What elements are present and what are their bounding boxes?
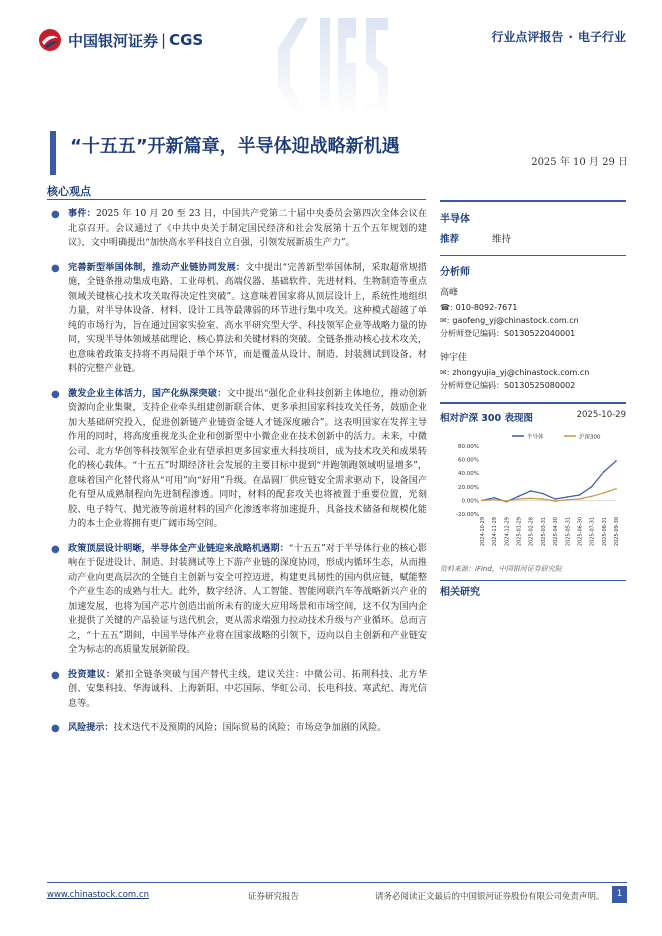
- bullet-text: [68, 721, 427, 736]
- analyst-card: [440, 350, 626, 392]
- y-tick-label: 40.00%: [458, 470, 479, 477]
- y-tick-label: 20.00%: [458, 484, 479, 491]
- legend-label: 沪深300: [579, 434, 601, 440]
- footer-doc-type: 证券研究报告: [248, 892, 300, 902]
- series-point: [530, 497, 532, 499]
- y-tick-label: -20.00%: [456, 511, 479, 518]
- sidebar-divider: [440, 580, 626, 582]
- series-point: [566, 498, 568, 500]
- series-point: [518, 495, 520, 497]
- brand-separator: |: [161, 31, 167, 49]
- series-point: [481, 499, 483, 501]
- bullet-item: [47, 387, 427, 532]
- bullet-heading: 投资建议：: [68, 668, 116, 680]
- email-address[interactable]: zhongyujia_yj@chinastock.com.cn: [452, 368, 590, 377]
- series-point: [493, 496, 495, 498]
- bullet-text: [68, 261, 427, 377]
- sidebar-divider: [440, 200, 626, 202]
- bullet-body: 2025 年 10 月 20 至 23 日，中国共产党第二十届中央委员会第四次全体会议在北京召开。会议通过了《中共中央关于制定国民经济和社会发展第十五个五年规划的建议》，文中明确提出“加快高水平科技自立自强，引领发展新质生产力”。: [68, 209, 427, 248]
- page-header: [0, 0, 662, 120]
- x-tick-label: 2025-08-31: [601, 516, 608, 546]
- bullet-text: [68, 542, 427, 658]
- bullet-dot-icon: ●: [51, 209, 60, 220]
- analyst-heading: 分析师: [440, 267, 470, 278]
- core-views-divider: [47, 199, 426, 200]
- analyst-phone: [440, 301, 626, 314]
- bullet-body: 技术迭代不及预期的风险；国际贸易的风险；市场竞争加剧的风险。: [113, 723, 387, 733]
- brand-name-cn: 中国银河证券: [68, 31, 159, 50]
- series-point: [506, 500, 508, 502]
- rating-label: 推荐: [440, 233, 460, 245]
- legend-label: 半导体: [527, 434, 544, 440]
- page-number: 1: [612, 886, 627, 903]
- analyst-registration: [440, 327, 626, 340]
- bullet-item: [47, 721, 427, 736]
- series-point: [615, 460, 617, 462]
- bullet-body: 文中提出“强化企业科技创新主体地位，推动创新资源向企业集聚，支持企业牵头组建创新联合体、更多承担国家科技攻关任务，鼓励企业加大基础研究投入，促进创新链产业链资金链人才链深度融合”。这表明国家在发挥主导作用的同时，将高度重视龙头企业和创新型中小微企业在技术创新中的活力。未来，中微公司、北方华创等科技领军企业有望承担更多国家重大科技项目，成为技术攻关和成果转化的核心载体。“十五五”时期经济社会发展的主要目标中提到“并跑领跑领域明显增多”，意味着国产化替代将从“可用”向“好用”升级。在晶圆厂供应链安全需求驱动下，设备国产化有望从成熟制程向先进制程渗透。同时，材料的配套攻关也将被置于重要位置，光刻胶、电子特气、抛光液等前道材料的国产化渗透率将加速提升，具备技术储备和规模化能力的本土企业将拥有更广阔市场空间。: [68, 388, 427, 529]
- industry-label: 电子行业: [577, 30, 626, 44]
- series-point: [579, 494, 581, 496]
- rating-row: [440, 231, 626, 245]
- phone-number: 010-8092-7671: [455, 303, 518, 312]
- chart-title: 相对沪深 300 表现图: [440, 412, 533, 424]
- report-type-separator: ·: [568, 30, 573, 44]
- bullet-text: [68, 668, 427, 712]
- rating-value: 维持: [492, 233, 512, 245]
- series-point: [554, 498, 556, 500]
- series-point: [493, 498, 495, 500]
- bullet-body: 紧扣全链条突破与国产替代主线，建议关注：中微公司、拓荆科技、北方华创、安集科技、华海诚科、上海新阳、中芯国际、华虹公司、长电科技、寒武纪、海光信息等。: [68, 669, 427, 709]
- bullet-dot-icon: ●: [51, 543, 60, 555]
- title-accent-bar: [50, 131, 56, 175]
- y-tick-label: 0.00%: [461, 497, 479, 504]
- x-tick-label: 2025-04-30: [553, 516, 560, 546]
- bullet-body: “十五五”对于半导体行业的核心影响在于促进设计、制造、封装测试等上下游产业链的深度协同，形成内循环生态，从而推动产业向更高层次的全链自主创新与安全可控迈进，构建更具韧性的国内供应链，赋能整个产业生态的成熟与壮大。此外，数字经济、人工智能、智能网联汽车等战略新兴产业的加速发展，也将为国产芯片创造出前所未有的庞大应用场景和市场空间，这不仅为国内企业提供了关键的产品验证与迭代机会，更从需求端强力拉动技术升级与产业循环。总而言之，“十五五”期间，中国半导体产业将在国家战略的引领下，迈向以自主创新和产业链安全为标志的高质量发展新阶段。: [68, 543, 427, 655]
- email-icon: ✉:: [440, 316, 450, 325]
- footer-disclaimer: 请务必阅读正文最后的中国银河证券股份有限公司免责声明。: [375, 892, 605, 902]
- relative-performance-chart: [440, 428, 626, 562]
- footer-divider: [47, 882, 627, 883]
- brand-name-en: CGS: [169, 31, 204, 49]
- report-type: [491, 28, 626, 45]
- registration-label: 分析师登记编码：: [440, 381, 504, 390]
- series-point: [615, 488, 617, 490]
- bullet-heading: 政策顶层设计明晰，半导体全产业链迎来战略机遇期：: [68, 542, 289, 554]
- report-type-label: 行业点评报告: [491, 30, 564, 44]
- x-tick-label: 2024-12-29: [504, 516, 511, 546]
- report-date: 2025 年 10 月 29 日: [531, 157, 628, 168]
- sector-name: 半导体: [440, 213, 470, 225]
- bullet-text: [68, 207, 427, 251]
- registration-label: 分析师登记编码：: [440, 329, 504, 338]
- report-title: “十五五”开新篇章，半导体迎战略新机遇: [70, 136, 400, 157]
- y-tick-label: 80.00%: [458, 443, 479, 450]
- analyst-card: [440, 285, 626, 340]
- footer-website-link[interactable]: www.chinastock.com.cn: [47, 890, 149, 900]
- cgs-watermark-icon: [268, 8, 398, 120]
- x-tick-label: 2024-10-29: [480, 516, 486, 546]
- registration-code: S0130522040001: [504, 329, 576, 338]
- bullet-dot-icon: ●: [51, 723, 60, 734]
- x-tick-label: 2025-06-30: [577, 516, 584, 546]
- x-tick-label: 2025-09-30: [614, 516, 620, 546]
- brand-logo: [38, 28, 203, 52]
- x-tick-label: 2025-05-31: [565, 516, 572, 546]
- x-tick-label: 2025-03-31: [540, 516, 547, 546]
- y-tick-label: 60.00%: [458, 457, 479, 464]
- series-line-1: [482, 488, 616, 500]
- series-point: [554, 500, 556, 502]
- series-point: [566, 496, 568, 498]
- sidebar: [440, 200, 626, 598]
- x-tick-label: 2025-02-28: [528, 516, 535, 546]
- series-point: [591, 486, 593, 488]
- bullet-item: [47, 207, 427, 251]
- core-views-heading: 核心观点: [47, 185, 91, 198]
- chart-header: [440, 410, 626, 424]
- analyst-email[interactable]: [440, 366, 626, 379]
- chart-svg: [440, 428, 626, 562]
- chart-date: 2025-10-29: [576, 409, 626, 420]
- series-point: [579, 498, 581, 500]
- related-research-heading: 相关研究: [440, 587, 480, 598]
- series-point: [542, 492, 544, 494]
- email-address[interactable]: gaofeng_yj@chinastock.com.cn: [452, 316, 579, 325]
- registration-code: S0130525080002: [504, 381, 576, 390]
- x-tick-label: 2024-11-29: [492, 516, 499, 546]
- series-point: [603, 471, 605, 473]
- bullet-dot-icon: ●: [51, 262, 60, 274]
- x-tick-label: 2025-01-29: [516, 516, 523, 546]
- bullet-item: [47, 261, 427, 377]
- logo-icon: [38, 28, 62, 52]
- bullet-body: 文中提出“完善新型举国体制，采取超常规措施，全链条推动集成电路、工业母机、高端仪器、基础软件、先进材料、生物制造等重点领域关键核心技术攻关取得决定性突破”。这意味着国家将从顶层设计上，系统性地组织力量，对半导体设备、材料、设计工具等最薄弱的环节进行集中攻关。这种模式超越了单纯的市场行为，旨在通过国家实验室、高水平研究型大学、科技领军企业等战略力量的协同，实现半导体领域基础理论、核心算法和关键材料的突破。全链条推动核心技术攻关，也意味着政策支持将不再局限于单个环节，而是覆盖从设计、制造、封装测试到设备、材料的完整产业链。: [68, 262, 427, 374]
- bullet-heading: 完善新型举国体制，推动产业链协同发展：: [68, 261, 246, 273]
- series-point: [530, 490, 532, 492]
- analyst-name: 钟宇佳: [440, 353, 468, 363]
- analyst-registration: [440, 379, 626, 392]
- bullet-item: [47, 542, 427, 658]
- analyst-name: 高峰: [440, 288, 459, 298]
- bullet-dot-icon: ●: [51, 669, 60, 681]
- phone-icon: ☎:: [440, 303, 453, 312]
- series-point: [591, 495, 593, 497]
- chart-source: 资料来源：iFind，中国银河证券研究院: [440, 564, 562, 573]
- email-icon: ✉:: [440, 368, 450, 377]
- bullet-heading: 风险提示：: [68, 722, 114, 733]
- series-point: [542, 498, 544, 500]
- bullet-text: [68, 387, 427, 532]
- series-point: [518, 498, 520, 500]
- x-tick-label: 2025-07-31: [589, 516, 596, 546]
- sidebar-divider: [440, 402, 626, 404]
- bullet-heading: 事件：: [68, 208, 96, 219]
- bullet-item: [47, 668, 427, 712]
- bullet-dot-icon: ●: [51, 388, 60, 400]
- series-point: [603, 492, 605, 494]
- bullet-heading: 激发企业主体活力，国产化纵深突破：: [68, 387, 227, 399]
- analyst-email[interactable]: [440, 314, 626, 327]
- core-views-list: [47, 207, 427, 746]
- sidebar-divider: [440, 255, 626, 257]
